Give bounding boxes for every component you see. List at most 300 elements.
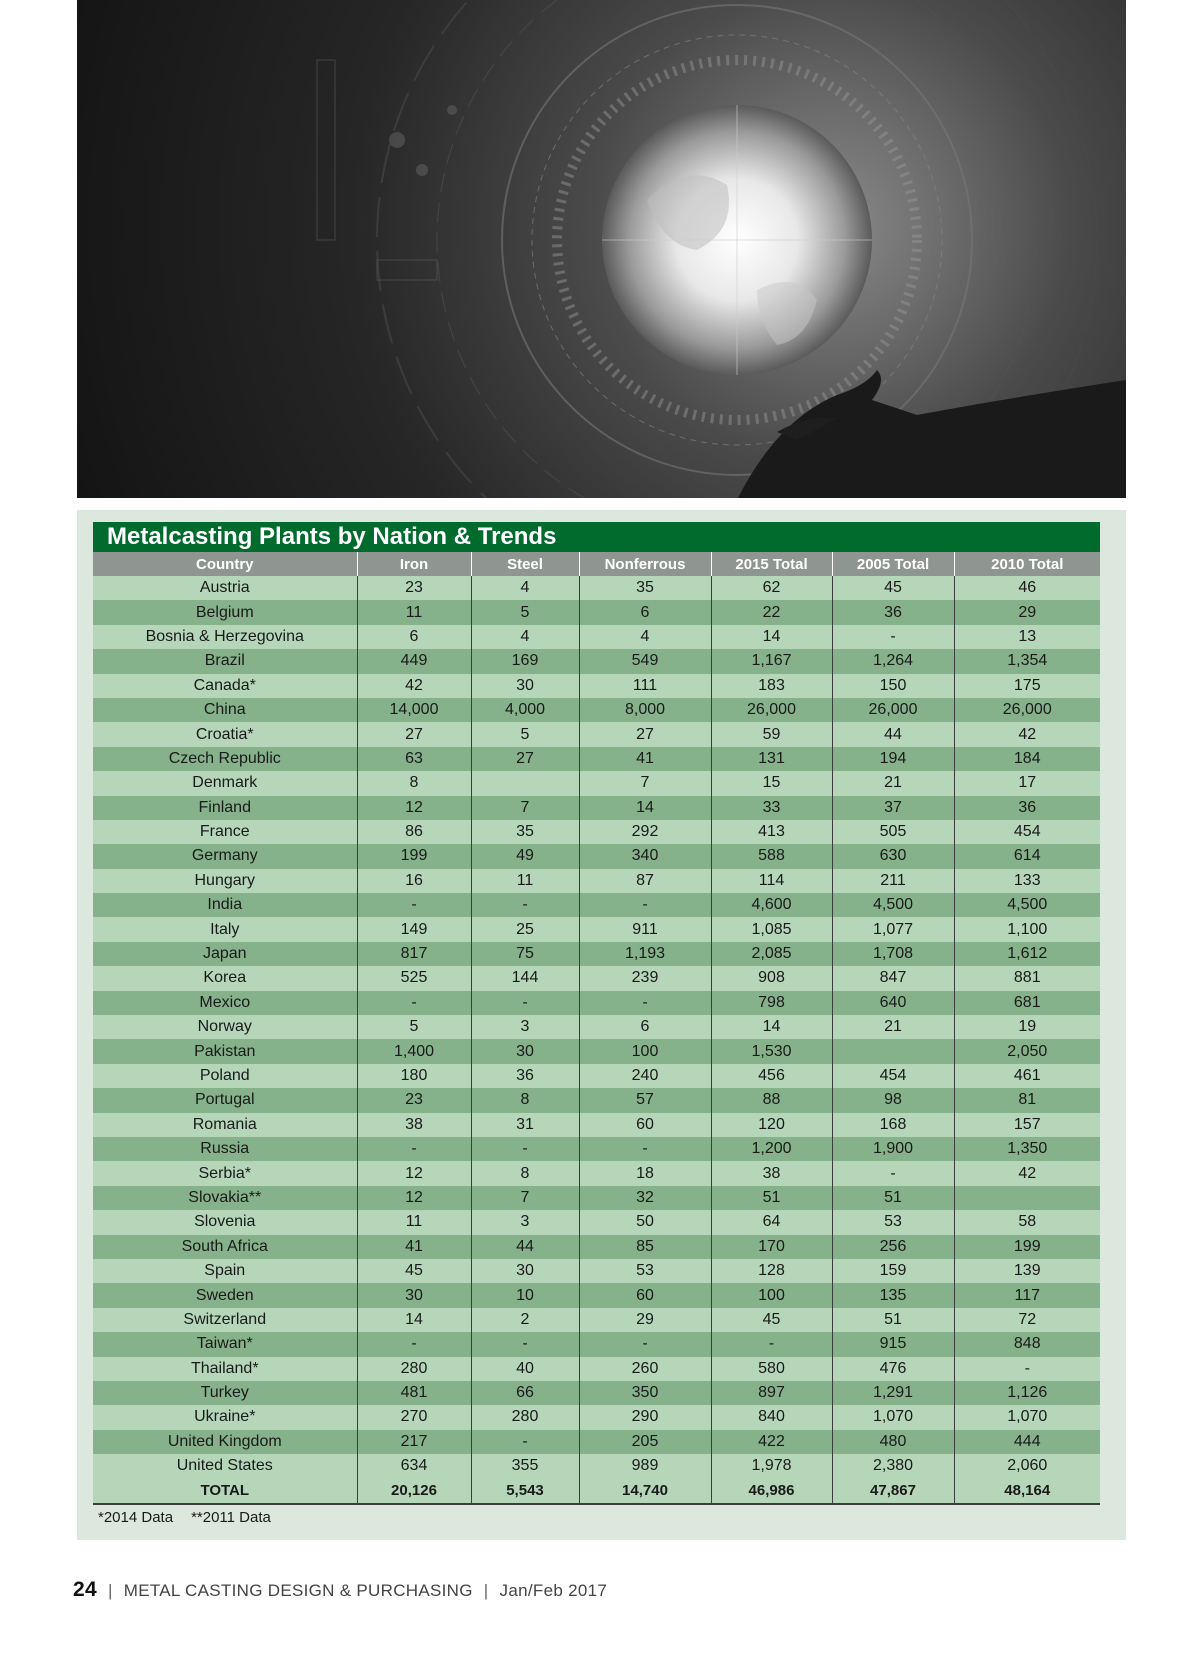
country-cell: China	[93, 698, 357, 722]
value-cell: -	[954, 1357, 1100, 1381]
value-cell: 840	[711, 1405, 832, 1429]
value-cell: 14	[357, 1308, 471, 1332]
country-cell: Belgium	[93, 600, 357, 624]
value-cell: 168	[832, 1113, 954, 1137]
value-cell: -	[579, 1332, 711, 1356]
value-cell: -	[357, 1137, 471, 1161]
country-cell: Bosnia & Herzegovina	[93, 625, 357, 649]
value-cell: 184	[954, 747, 1100, 771]
value-cell: 32	[579, 1186, 711, 1210]
value-cell: 355	[471, 1454, 579, 1478]
table-row	[93, 1039, 1100, 1063]
globe-illustration	[77, 0, 1126, 498]
value-cell: -	[357, 991, 471, 1015]
value-cell: 481	[357, 1381, 471, 1405]
value-cell: 199	[954, 1235, 1100, 1259]
value-cell: 51	[711, 1186, 832, 1210]
value-cell: 2,050	[954, 1039, 1100, 1063]
value-cell: 30	[471, 1259, 579, 1283]
value-cell: 6	[579, 600, 711, 624]
value-cell: 30	[357, 1283, 471, 1307]
value-cell: 183	[711, 674, 832, 698]
total-row	[93, 1478, 1100, 1503]
value-cell: -	[579, 1137, 711, 1161]
value-cell: 12	[357, 1186, 471, 1210]
value-cell: 128	[711, 1259, 832, 1283]
country-cell: Austria	[93, 576, 357, 600]
value-cell: -	[357, 893, 471, 917]
value-cell: 29	[954, 600, 1100, 624]
value-cell: 7	[471, 1186, 579, 1210]
publication-name: METAL CASTING DESIGN & PURCHASING	[123, 1581, 473, 1600]
value-cell: 454	[954, 820, 1100, 844]
value-cell: 85	[579, 1235, 711, 1259]
value-cell: 17	[954, 771, 1100, 795]
value-cell: 461	[954, 1064, 1100, 1088]
value-cell: 1,291	[832, 1381, 954, 1405]
value-cell: 133	[954, 869, 1100, 893]
value-cell: 205	[579, 1430, 711, 1454]
country-cell: Russia	[93, 1137, 357, 1161]
value-cell: 7	[471, 796, 579, 820]
total-label: TOTAL	[93, 1478, 357, 1503]
country-cell: South Africa	[93, 1235, 357, 1259]
country-cell: Sweden	[93, 1283, 357, 1307]
table-row	[93, 1430, 1100, 1454]
value-cell: 31	[471, 1113, 579, 1137]
value-cell: 64	[711, 1210, 832, 1234]
value-cell: 3	[471, 1015, 579, 1039]
country-cell: Slovenia	[93, 1210, 357, 1234]
country-cell: United Kingdom	[93, 1430, 357, 1454]
value-cell: 51	[832, 1186, 954, 1210]
value-cell: 14	[711, 625, 832, 649]
table-row	[93, 1381, 1100, 1405]
value-cell: 1,900	[832, 1137, 954, 1161]
value-cell: 18	[579, 1161, 711, 1185]
country-cell: Czech Republic	[93, 747, 357, 771]
value-cell: -	[471, 893, 579, 917]
value-cell: 100	[711, 1283, 832, 1307]
value-cell: 23	[357, 576, 471, 600]
table-row	[93, 600, 1100, 624]
table-row	[93, 820, 1100, 844]
country-cell: Mexico	[93, 991, 357, 1015]
country-cell: Brazil	[93, 649, 357, 673]
value-cell: 340	[579, 844, 711, 868]
value-cell: 37	[832, 796, 954, 820]
value-cell: 51	[832, 1308, 954, 1332]
table-row	[93, 1235, 1100, 1259]
footnote: **2011 Data	[191, 1509, 271, 1526]
value-cell: 45	[832, 576, 954, 600]
value-cell: 10	[471, 1283, 579, 1307]
value-cell: 44	[832, 722, 954, 746]
value-cell: 580	[711, 1357, 832, 1381]
value-cell: 280	[471, 1405, 579, 1429]
value-cell: 180	[357, 1064, 471, 1088]
value-cell: 4	[471, 625, 579, 649]
country-cell: Korea	[93, 966, 357, 990]
value-cell: 44	[471, 1235, 579, 1259]
value-cell: 1,350	[954, 1137, 1100, 1161]
issue-date: Jan/Feb 2017	[499, 1581, 608, 1600]
column-header: Nonferrous	[579, 552, 711, 576]
table-row	[93, 1161, 1100, 1185]
value-cell: 27	[579, 722, 711, 746]
value-cell: 1,264	[832, 649, 954, 673]
value-cell: 38	[711, 1161, 832, 1185]
value-cell: 915	[832, 1332, 954, 1356]
value-cell: 30	[471, 1039, 579, 1063]
value-cell: 26,000	[954, 698, 1100, 722]
value-cell: 1,978	[711, 1454, 832, 1478]
table-row	[93, 1259, 1100, 1283]
table-row	[93, 1186, 1100, 1210]
value-cell: 350	[579, 1381, 711, 1405]
value-cell: 159	[832, 1259, 954, 1283]
country-cell: Germany	[93, 844, 357, 868]
value-cell: 21	[832, 771, 954, 795]
value-cell: 58	[954, 1210, 1100, 1234]
footnote: *2014 Data	[98, 1509, 174, 1526]
value-cell: 211	[832, 869, 954, 893]
value-cell: 11	[357, 600, 471, 624]
value-cell: 45	[711, 1308, 832, 1332]
table-row	[93, 1015, 1100, 1039]
value-cell: 12	[357, 796, 471, 820]
table-row	[93, 1137, 1100, 1161]
value-cell: 81	[954, 1088, 1100, 1112]
value-cell: 292	[579, 820, 711, 844]
value-cell: 36	[832, 600, 954, 624]
value-cell: -	[579, 991, 711, 1015]
country-cell: Serbia*	[93, 1161, 357, 1185]
value-cell: 23	[357, 1088, 471, 1112]
value-cell: 175	[954, 674, 1100, 698]
value-cell: 27	[471, 747, 579, 771]
value-cell: 2,060	[954, 1454, 1100, 1478]
value-cell: 911	[579, 917, 711, 941]
value-cell: 53	[579, 1259, 711, 1283]
total-cell: 20,126	[357, 1478, 471, 1503]
value-cell: 49	[471, 844, 579, 868]
country-cell: Poland	[93, 1064, 357, 1088]
value-cell: 139	[954, 1259, 1100, 1283]
country-cell: Finland	[93, 796, 357, 820]
value-cell: 239	[579, 966, 711, 990]
value-cell: 6	[579, 1015, 711, 1039]
value-cell: 41	[357, 1235, 471, 1259]
value-cell: 42	[954, 722, 1100, 746]
value-cell	[471, 771, 579, 795]
value-cell: 444	[954, 1430, 1100, 1454]
total-cell: 46,986	[711, 1478, 832, 1503]
value-cell: 270	[357, 1405, 471, 1429]
value-cell: 422	[711, 1430, 832, 1454]
value-cell: 280	[357, 1357, 471, 1381]
value-cell: 989	[579, 1454, 711, 1478]
value-cell: 120	[711, 1113, 832, 1137]
value-cell: 135	[832, 1283, 954, 1307]
value-cell: 12	[357, 1161, 471, 1185]
value-cell: 42	[357, 674, 471, 698]
value-cell: 881	[954, 966, 1100, 990]
value-cell: 1,354	[954, 649, 1100, 673]
country-cell: Thailand*	[93, 1357, 357, 1381]
value-cell: 169	[471, 649, 579, 673]
value-cell: 1,100	[954, 917, 1100, 941]
value-cell: 2,085	[711, 942, 832, 966]
value-cell: 14	[579, 796, 711, 820]
country-cell: Denmark	[93, 771, 357, 795]
value-cell: 26,000	[711, 698, 832, 722]
value-cell: 35	[579, 576, 711, 600]
value-cell: 42	[954, 1161, 1100, 1185]
table-row	[93, 1308, 1100, 1332]
value-cell: 36	[471, 1064, 579, 1088]
value-cell: 8,000	[579, 698, 711, 722]
value-cell: 260	[579, 1357, 711, 1381]
value-cell: 8	[471, 1161, 579, 1185]
table-row	[93, 698, 1100, 722]
value-cell: 11	[357, 1210, 471, 1234]
hero-image-globe-hand	[77, 0, 1126, 498]
total-cell: 48,164	[954, 1478, 1100, 1503]
value-cell: 1,708	[832, 942, 954, 966]
table-row	[93, 649, 1100, 673]
total-cell: 14,740	[579, 1478, 711, 1503]
value-cell: 5	[471, 722, 579, 746]
table-row	[93, 917, 1100, 941]
value-cell: 505	[832, 820, 954, 844]
country-cell: Canada*	[93, 674, 357, 698]
value-cell: 59	[711, 722, 832, 746]
value-cell: 256	[832, 1235, 954, 1259]
value-cell: 13	[954, 625, 1100, 649]
value-cell: 1,612	[954, 942, 1100, 966]
total-cell: 47,867	[832, 1478, 954, 1503]
value-cell: 3	[471, 1210, 579, 1234]
value-cell: 75	[471, 942, 579, 966]
value-cell: 2,380	[832, 1454, 954, 1478]
country-cell: United States	[93, 1454, 357, 1478]
country-cell: Slovakia**	[93, 1186, 357, 1210]
country-cell: Japan	[93, 942, 357, 966]
value-cell: 240	[579, 1064, 711, 1088]
value-cell: 117	[954, 1283, 1100, 1307]
table-row	[93, 747, 1100, 771]
country-cell: Norway	[93, 1015, 357, 1039]
value-cell: 1,167	[711, 649, 832, 673]
country-cell: Pakistan	[93, 1039, 357, 1063]
value-cell: 476	[832, 1357, 954, 1381]
value-cell: 7	[579, 771, 711, 795]
value-cell: 144	[471, 966, 579, 990]
value-cell: 8	[357, 771, 471, 795]
table-header-row	[93, 552, 1100, 576]
value-cell: 33	[711, 796, 832, 820]
table-row	[93, 1405, 1100, 1429]
table-row	[93, 1283, 1100, 1307]
value-cell: 4,500	[832, 893, 954, 917]
value-cell: 456	[711, 1064, 832, 1088]
table-row	[93, 1113, 1100, 1137]
total-cell: 5,543	[471, 1478, 579, 1503]
value-cell: 1,077	[832, 917, 954, 941]
country-cell: Switzerland	[93, 1308, 357, 1332]
country-cell: Romania	[93, 1113, 357, 1137]
value-cell: 614	[954, 844, 1100, 868]
value-cell: 640	[832, 991, 954, 1015]
value-cell: 4,000	[471, 698, 579, 722]
value-cell: 634	[357, 1454, 471, 1478]
value-cell: 53	[832, 1210, 954, 1234]
value-cell: 847	[832, 966, 954, 990]
footer-separator: |	[483, 1581, 489, 1600]
table-footnotes	[98, 1509, 289, 1526]
value-cell: 5	[471, 600, 579, 624]
value-cell: 194	[832, 747, 954, 771]
value-cell: -	[357, 1332, 471, 1356]
value-cell: -	[471, 991, 579, 1015]
value-cell: 14,000	[357, 698, 471, 722]
value-cell: 549	[579, 649, 711, 673]
table-row	[93, 1357, 1100, 1381]
country-cell: Croatia*	[93, 722, 357, 746]
value-cell: 72	[954, 1308, 1100, 1332]
country-cell: Ukraine*	[93, 1405, 357, 1429]
country-cell: Italy	[93, 917, 357, 941]
value-cell: 15	[711, 771, 832, 795]
value-cell: 1,200	[711, 1137, 832, 1161]
value-cell: 848	[954, 1332, 1100, 1356]
table-row	[93, 1064, 1100, 1088]
value-cell: 57	[579, 1088, 711, 1112]
page-number: 24	[73, 1578, 97, 1601]
value-cell: 25	[471, 917, 579, 941]
page-footer	[73, 1578, 607, 1602]
table-row	[93, 625, 1100, 649]
value-cell: 681	[954, 991, 1100, 1015]
value-cell: 100	[579, 1039, 711, 1063]
table-title: Metalcasting Plants by Nation & Trends	[93, 522, 1100, 552]
value-cell: 50	[579, 1210, 711, 1234]
value-cell: 588	[711, 844, 832, 868]
table-row	[93, 576, 1100, 600]
value-cell: 98	[832, 1088, 954, 1112]
value-cell: 413	[711, 820, 832, 844]
table-row	[93, 966, 1100, 990]
value-cell: 35	[471, 820, 579, 844]
value-cell: 908	[711, 966, 832, 990]
value-cell: 150	[832, 674, 954, 698]
country-cell: France	[93, 820, 357, 844]
value-cell: 131	[711, 747, 832, 771]
value-cell: 149	[357, 917, 471, 941]
value-cell: 22	[711, 600, 832, 624]
table-row	[93, 722, 1100, 746]
value-cell: 1,126	[954, 1381, 1100, 1405]
table-row	[93, 796, 1100, 820]
value-cell: 817	[357, 942, 471, 966]
table-row	[93, 674, 1100, 698]
value-cell: 16	[357, 869, 471, 893]
table-row	[93, 1332, 1100, 1356]
value-cell: 5	[357, 1015, 471, 1039]
value-cell: 217	[357, 1430, 471, 1454]
column-header: 2015 Total	[711, 552, 832, 576]
metalcasting-table	[93, 552, 1100, 1505]
value-cell: 14	[711, 1015, 832, 1039]
country-cell: Portugal	[93, 1088, 357, 1112]
value-cell: 38	[357, 1113, 471, 1137]
value-cell: 87	[579, 869, 711, 893]
value-cell: 30	[471, 674, 579, 698]
footer-separator: |	[108, 1581, 113, 1600]
value-cell: 29	[579, 1308, 711, 1332]
value-cell: 1,400	[357, 1039, 471, 1063]
value-cell: 798	[711, 991, 832, 1015]
value-cell: 114	[711, 869, 832, 893]
value-cell: 4	[579, 625, 711, 649]
column-header: Iron	[357, 552, 471, 576]
table-row	[93, 1210, 1100, 1234]
value-cell: 19	[954, 1015, 1100, 1039]
value-cell: 170	[711, 1235, 832, 1259]
value-cell: 454	[832, 1064, 954, 1088]
value-cell: 8	[471, 1088, 579, 1112]
table-row	[93, 844, 1100, 868]
value-cell: 630	[832, 844, 954, 868]
value-cell: 45	[357, 1259, 471, 1283]
column-header: 2005 Total	[832, 552, 954, 576]
value-cell: -	[579, 893, 711, 917]
column-header: Steel	[471, 552, 579, 576]
country-cell: Turkey	[93, 1381, 357, 1405]
value-cell: 60	[579, 1283, 711, 1307]
table-row	[93, 893, 1100, 917]
value-cell: 1,085	[711, 917, 832, 941]
table-row	[93, 1088, 1100, 1112]
value-cell: 525	[357, 966, 471, 990]
value-cell	[832, 1039, 954, 1063]
value-cell: 4	[471, 576, 579, 600]
value-cell: 11	[471, 869, 579, 893]
value-cell: -	[471, 1430, 579, 1454]
value-cell: 199	[357, 844, 471, 868]
column-header: Country	[93, 552, 357, 576]
column-header: 2010 Total	[954, 552, 1100, 576]
table-row	[93, 991, 1100, 1015]
country-cell: Taiwan*	[93, 1332, 357, 1356]
value-cell: 897	[711, 1381, 832, 1405]
value-cell: 36	[954, 796, 1100, 820]
value-cell: 41	[579, 747, 711, 771]
country-cell: India	[93, 893, 357, 917]
value-cell: -	[711, 1332, 832, 1356]
value-cell: 62	[711, 576, 832, 600]
value-cell: 1,070	[954, 1405, 1100, 1429]
value-cell: 480	[832, 1430, 954, 1454]
value-cell: 86	[357, 820, 471, 844]
value-cell	[954, 1186, 1100, 1210]
value-cell: 1,070	[832, 1405, 954, 1429]
country-cell: Hungary	[93, 869, 357, 893]
value-cell: 290	[579, 1405, 711, 1429]
value-cell: 4,500	[954, 893, 1100, 917]
value-cell: -	[471, 1137, 579, 1161]
